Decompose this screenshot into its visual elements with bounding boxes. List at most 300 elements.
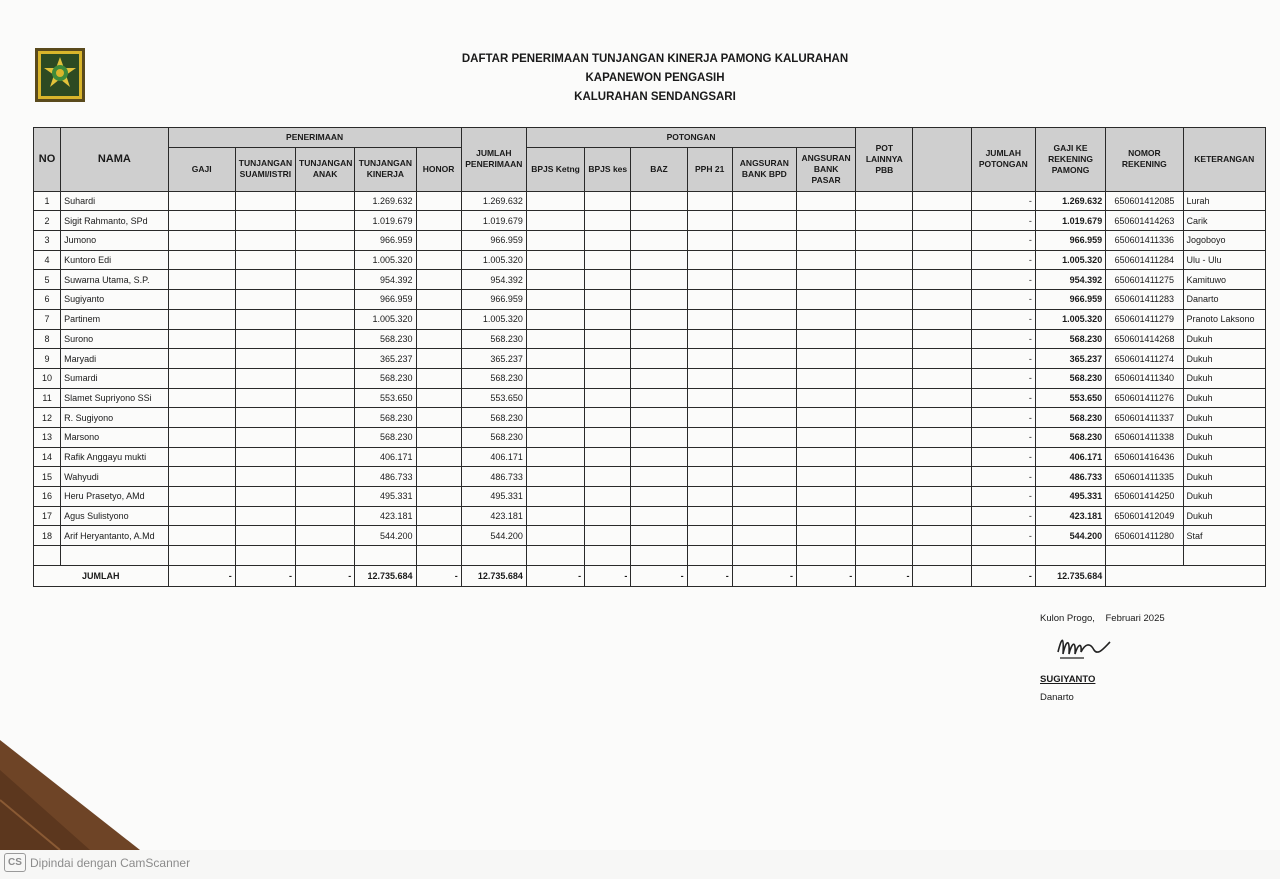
place-date: Kulon Progo, Februari 2025 bbox=[1040, 613, 1165, 624]
cell-jumlah-potongan: - bbox=[971, 368, 1035, 388]
cell-potongan bbox=[631, 290, 687, 310]
cell-gaji-ke-rekening: 495.331 bbox=[1035, 487, 1105, 507]
cell-jumlah-potongan: - bbox=[971, 408, 1035, 428]
cell-pot-lainnya bbox=[856, 349, 913, 369]
cell-potongan bbox=[585, 506, 631, 526]
cell-honor bbox=[416, 270, 461, 290]
cell-potongan bbox=[631, 368, 687, 388]
total-blank bbox=[913, 565, 971, 586]
cell-gaji bbox=[168, 447, 235, 467]
cell-no: 9 bbox=[34, 349, 61, 369]
cell-keterangan: Dukuh bbox=[1183, 329, 1265, 349]
cell-empty bbox=[168, 546, 235, 566]
cell-empty bbox=[687, 546, 732, 566]
cell-tunj-kinerja: 1.269.632 bbox=[355, 191, 416, 211]
cell-tunj-suami bbox=[235, 487, 295, 507]
cell-nama: Maryadi bbox=[61, 349, 168, 369]
cell-blank bbox=[913, 349, 971, 369]
cell-potongan bbox=[631, 408, 687, 428]
header-blank bbox=[913, 128, 971, 192]
cell-tunj-anak bbox=[296, 447, 355, 467]
cell-pot-lainnya bbox=[856, 526, 913, 546]
cell-tunj-kinerja: 568.230 bbox=[355, 427, 416, 447]
cell-jumlah-penerimaan: 954.392 bbox=[461, 270, 526, 290]
cell-nama: Rafik Anggayu mukti bbox=[61, 447, 168, 467]
cell-jumlah-potongan: - bbox=[971, 250, 1035, 270]
scanner-footer bbox=[4, 853, 190, 872]
cell-nama: Sugiyanto bbox=[61, 290, 168, 310]
cell-gaji-ke-rekening: 568.230 bbox=[1035, 368, 1105, 388]
cell-jumlah-penerimaan: 1.019.679 bbox=[461, 211, 526, 231]
cell-gaji bbox=[168, 349, 235, 369]
cell-no: 10 bbox=[34, 368, 61, 388]
cell-blank bbox=[913, 290, 971, 310]
cell-gaji bbox=[168, 427, 235, 447]
scanner-text: Dipindai dengan CamScanner bbox=[30, 855, 191, 870]
cell-jumlah-potongan: - bbox=[971, 506, 1035, 526]
cell-empty bbox=[416, 546, 461, 566]
cell-potongan bbox=[687, 191, 732, 211]
cell-blank bbox=[913, 506, 971, 526]
cell-potongan bbox=[526, 270, 584, 290]
cell-honor bbox=[416, 211, 461, 231]
cell-potongan bbox=[796, 290, 855, 310]
cell-potongan bbox=[796, 467, 855, 487]
total-row bbox=[34, 565, 1266, 586]
cell-gaji bbox=[168, 487, 235, 507]
cell-honor bbox=[416, 250, 461, 270]
cell-potongan bbox=[687, 231, 732, 251]
cell-potongan bbox=[687, 487, 732, 507]
cell-jumlah-potongan: - bbox=[971, 309, 1035, 329]
cell-pot-lainnya bbox=[856, 329, 913, 349]
cell-potongan bbox=[631, 349, 687, 369]
cell-tunj-kinerja: 365.237 bbox=[355, 349, 416, 369]
cell-potongan bbox=[687, 211, 732, 231]
cell-potongan bbox=[526, 191, 584, 211]
cell-gaji-ke-rekening: 544.200 bbox=[1035, 526, 1105, 546]
cell-potongan bbox=[631, 467, 687, 487]
cell-potongan bbox=[526, 447, 584, 467]
cell-empty bbox=[1183, 546, 1265, 566]
cell-blank bbox=[913, 231, 971, 251]
cell-potongan bbox=[526, 349, 584, 369]
cell-potongan bbox=[631, 388, 687, 408]
cell-potongan bbox=[585, 309, 631, 329]
cell-keterangan: Dukuh bbox=[1183, 487, 1265, 507]
cell-potongan bbox=[796, 427, 855, 447]
cell-nomor-rekening: 650601412085 bbox=[1106, 191, 1183, 211]
cell-potongan bbox=[631, 250, 687, 270]
total-kinerja: 12.735.684 bbox=[355, 565, 416, 586]
cell-potongan bbox=[732, 309, 796, 329]
cell-keterangan: Pranoto Laksono bbox=[1183, 309, 1265, 329]
total-bpjs_ketng: - bbox=[526, 565, 584, 586]
cell-jumlah-penerimaan: 1.005.320 bbox=[461, 250, 526, 270]
cell-blank bbox=[913, 191, 971, 211]
header-angsuran-pasar: ANGSURAN BANK PASAR bbox=[796, 147, 855, 191]
cell-jumlah-potongan: - bbox=[971, 329, 1035, 349]
cell-blank bbox=[913, 309, 971, 329]
cell-potongan bbox=[526, 408, 584, 428]
cell-keterangan: Carik bbox=[1183, 211, 1265, 231]
total-gaji: - bbox=[168, 565, 235, 586]
cell-keterangan: Dukuh bbox=[1183, 427, 1265, 447]
cell-gaji bbox=[168, 191, 235, 211]
total-bpd: - bbox=[732, 565, 796, 586]
cell-nomor-rekening: 650601411276 bbox=[1106, 388, 1183, 408]
cell-gaji bbox=[168, 211, 235, 231]
cell-nomor-rekening: 650601411279 bbox=[1106, 309, 1183, 329]
cell-nomor-rekening: 650601411280 bbox=[1106, 526, 1183, 546]
cell-no: 15 bbox=[34, 467, 61, 487]
cell-pot-lainnya bbox=[856, 506, 913, 526]
cell-potongan bbox=[732, 290, 796, 310]
cell-empty bbox=[585, 546, 631, 566]
cell-honor bbox=[416, 290, 461, 310]
cell-potongan bbox=[585, 250, 631, 270]
cell-empty bbox=[296, 546, 355, 566]
cell-honor bbox=[416, 368, 461, 388]
table-row bbox=[34, 467, 1266, 487]
cell-empty bbox=[355, 546, 416, 566]
cell-jumlah-potongan: - bbox=[971, 467, 1035, 487]
cell-potongan bbox=[631, 270, 687, 290]
cell-potongan bbox=[631, 427, 687, 447]
cell-jumlah-potongan: - bbox=[971, 231, 1035, 251]
cell-no: 3 bbox=[34, 231, 61, 251]
cell-gaji-ke-rekening: 568.230 bbox=[1035, 329, 1105, 349]
cell-keterangan: Lurah bbox=[1183, 191, 1265, 211]
cell-tunj-anak bbox=[296, 349, 355, 369]
cell-potongan bbox=[687, 368, 732, 388]
cell-empty bbox=[1106, 546, 1183, 566]
cell-honor bbox=[416, 408, 461, 428]
cell-jumlah-penerimaan: 1.269.632 bbox=[461, 191, 526, 211]
cell-potongan bbox=[631, 506, 687, 526]
header-baz: BAZ bbox=[631, 147, 687, 191]
cell-keterangan: Dukuh bbox=[1183, 368, 1265, 388]
cell-tunj-anak bbox=[296, 211, 355, 231]
cell-tunj-suami bbox=[235, 408, 295, 428]
cell-potongan bbox=[526, 309, 584, 329]
cell-nomor-rekening: 650601414263 bbox=[1106, 211, 1183, 231]
cell-honor bbox=[416, 487, 461, 507]
cell-gaji-ke-rekening: 1.005.320 bbox=[1035, 250, 1105, 270]
cell-potongan bbox=[526, 388, 584, 408]
cell-potongan bbox=[796, 487, 855, 507]
cell-potongan bbox=[585, 487, 631, 507]
cell-empty bbox=[1035, 546, 1105, 566]
cell-gaji-ke-rekening: 568.230 bbox=[1035, 427, 1105, 447]
cell-gaji bbox=[168, 388, 235, 408]
cell-potongan bbox=[526, 231, 584, 251]
table-row bbox=[34, 231, 1266, 251]
cell-pot-lainnya bbox=[856, 191, 913, 211]
cell-no: 14 bbox=[34, 447, 61, 467]
cell-potongan bbox=[732, 408, 796, 428]
cell-honor bbox=[416, 388, 461, 408]
cell-potongan bbox=[687, 250, 732, 270]
header-jumlah-penerimaan: JUMLAH PENERIMAAN bbox=[461, 128, 526, 192]
header-nama: NAMA bbox=[61, 128, 168, 192]
cell-no: 11 bbox=[34, 388, 61, 408]
header-keterangan: KETERANGAN bbox=[1183, 128, 1265, 192]
header-honor: HONOR bbox=[416, 147, 461, 191]
cell-jumlah-potongan: - bbox=[971, 487, 1035, 507]
signature-mark bbox=[1054, 630, 1114, 664]
cell-blank bbox=[913, 388, 971, 408]
cell-empty bbox=[796, 546, 855, 566]
cell-keterangan: Ulu - Ulu bbox=[1183, 250, 1265, 270]
cell-nama: R. Sugiyono bbox=[61, 408, 168, 428]
cell-tunj-suami bbox=[235, 349, 295, 369]
total-jumlah: 12.735.684 bbox=[461, 565, 526, 586]
header-gaji-ke-rekening: GAJI KE REKENING PAMONG bbox=[1035, 128, 1105, 192]
cell-tunj-anak bbox=[296, 309, 355, 329]
cell-jumlah-penerimaan: 966.959 bbox=[461, 290, 526, 310]
cell-potongan bbox=[585, 427, 631, 447]
cell-tunj-anak bbox=[296, 408, 355, 428]
cell-tunj-anak bbox=[296, 388, 355, 408]
cell-jumlah-penerimaan: 406.171 bbox=[461, 447, 526, 467]
cell-gaji bbox=[168, 467, 235, 487]
cell-pot-lainnya bbox=[856, 250, 913, 270]
table-row bbox=[34, 309, 1266, 329]
cell-potongan bbox=[687, 329, 732, 349]
cell-keterangan: Dukuh bbox=[1183, 408, 1265, 428]
emblem-icon bbox=[35, 48, 85, 102]
total-baz: - bbox=[631, 565, 687, 586]
cell-tunj-suami bbox=[235, 427, 295, 447]
cell-potongan bbox=[732, 329, 796, 349]
cell-tunj-anak bbox=[296, 290, 355, 310]
camscanner-icon: CS bbox=[4, 853, 26, 872]
total-honor: - bbox=[416, 565, 461, 586]
cell-tunj-suami bbox=[235, 211, 295, 231]
cell-no: 12 bbox=[34, 408, 61, 428]
cell-pot-lainnya bbox=[856, 427, 913, 447]
cell-jumlah-potongan: - bbox=[971, 290, 1035, 310]
table-row bbox=[34, 211, 1266, 231]
cell-empty bbox=[856, 546, 913, 566]
cell-empty bbox=[732, 546, 796, 566]
cell-potongan bbox=[585, 191, 631, 211]
header-potongan: POTONGAN bbox=[526, 128, 855, 148]
cell-potongan bbox=[687, 447, 732, 467]
cell-tunj-kinerja: 423.181 bbox=[355, 506, 416, 526]
cell-tunj-kinerja: 1.005.320 bbox=[355, 250, 416, 270]
cell-tunj-anak bbox=[296, 526, 355, 546]
cell-tunj-anak bbox=[296, 467, 355, 487]
cell-jumlah-penerimaan: 1.005.320 bbox=[461, 309, 526, 329]
cell-jumlah-potongan: - bbox=[971, 526, 1035, 546]
cell-potongan bbox=[526, 250, 584, 270]
cell-tunj-kinerja: 486.733 bbox=[355, 467, 416, 487]
table-body bbox=[34, 191, 1266, 586]
total-pbb: - bbox=[856, 565, 913, 586]
cell-no: 7 bbox=[34, 309, 61, 329]
cell-jumlah-potongan: - bbox=[971, 427, 1035, 447]
cell-tunj-kinerja: 544.200 bbox=[355, 526, 416, 546]
cell-keterangan: Dukuh bbox=[1183, 467, 1265, 487]
cell-potongan bbox=[585, 349, 631, 369]
cell-potongan bbox=[526, 506, 584, 526]
cell-jumlah-penerimaan: 544.200 bbox=[461, 526, 526, 546]
cell-blank bbox=[913, 427, 971, 447]
cell-gaji-ke-rekening: 966.959 bbox=[1035, 290, 1105, 310]
cell-potongan bbox=[796, 506, 855, 526]
cell-tunj-suami bbox=[235, 250, 295, 270]
header-tunj-anak: TUNJANGAN ANAK bbox=[296, 147, 355, 191]
cell-nomor-rekening: 650601411338 bbox=[1106, 427, 1183, 447]
total-empty bbox=[1106, 565, 1266, 586]
cell-nama: Arif Heryantanto, A.Md bbox=[61, 526, 168, 546]
cell-tunj-kinerja: 568.230 bbox=[355, 368, 416, 388]
cell-no: 6 bbox=[34, 290, 61, 310]
cell-potongan bbox=[631, 231, 687, 251]
cell-tunj-kinerja: 954.392 bbox=[355, 270, 416, 290]
signatory-name: SUGIYANTO bbox=[1040, 674, 1096, 685]
header-angsuran-bpd: ANGSURAN BANK BPD bbox=[732, 147, 796, 191]
cell-no: 17 bbox=[34, 506, 61, 526]
cell-tunj-kinerja: 553.650 bbox=[355, 388, 416, 408]
cell-pot-lainnya bbox=[856, 309, 913, 329]
cell-blank bbox=[913, 368, 971, 388]
header-jumlah-potongan: JUMLAH POTONGAN bbox=[971, 128, 1035, 192]
cell-nomor-rekening: 650601411274 bbox=[1106, 349, 1183, 369]
cell-potongan bbox=[796, 191, 855, 211]
cell-gaji-ke-rekening: 423.181 bbox=[1035, 506, 1105, 526]
cell-gaji bbox=[168, 329, 235, 349]
signatory-position: Danarto bbox=[1040, 692, 1074, 703]
cell-nomor-rekening: 650601411283 bbox=[1106, 290, 1183, 310]
total-jumlah-potongan: - bbox=[971, 565, 1035, 586]
cell-gaji-ke-rekening: 568.230 bbox=[1035, 408, 1105, 428]
cell-tunj-anak bbox=[296, 270, 355, 290]
cell-tunj-kinerja: 1.019.679 bbox=[355, 211, 416, 231]
cell-potongan bbox=[687, 467, 732, 487]
table-row bbox=[34, 408, 1266, 428]
cell-potongan bbox=[732, 388, 796, 408]
cell-gaji bbox=[168, 506, 235, 526]
cell-honor bbox=[416, 349, 461, 369]
cell-potongan bbox=[796, 408, 855, 428]
cell-pot-lainnya bbox=[856, 408, 913, 428]
cell-potongan bbox=[585, 231, 631, 251]
cell-gaji-ke-rekening: 966.959 bbox=[1035, 231, 1105, 251]
cell-tunj-suami bbox=[235, 329, 295, 349]
cell-potongan bbox=[796, 250, 855, 270]
cell-potongan bbox=[687, 349, 732, 369]
cell-pot-lainnya bbox=[856, 211, 913, 231]
title-line-2: KAPANEWON PENGASIH bbox=[585, 72, 725, 84]
cell-potongan bbox=[526, 487, 584, 507]
cell-potongan bbox=[687, 309, 732, 329]
cell-jumlah-penerimaan: 568.230 bbox=[461, 368, 526, 388]
cell-potongan bbox=[732, 211, 796, 231]
table-row bbox=[34, 349, 1266, 369]
cell-potongan bbox=[631, 191, 687, 211]
cell-potongan bbox=[732, 349, 796, 369]
cell-jumlah-potongan: - bbox=[971, 349, 1035, 369]
cell-potongan bbox=[732, 506, 796, 526]
cell-potongan bbox=[732, 191, 796, 211]
table-edge-background bbox=[0, 740, 140, 850]
cell-gaji bbox=[168, 368, 235, 388]
header-bpjs-ketng: BPJS Ketng bbox=[526, 147, 584, 191]
cell-nama: Heru Prasetyo, AMd bbox=[61, 487, 168, 507]
cell-gaji bbox=[168, 408, 235, 428]
cell-gaji bbox=[168, 270, 235, 290]
cell-potongan bbox=[732, 427, 796, 447]
cell-nama: Sigit Rahmanto, SPd bbox=[61, 211, 168, 231]
cell-honor bbox=[416, 427, 461, 447]
cell-blank bbox=[913, 467, 971, 487]
cell-pot-lainnya bbox=[856, 290, 913, 310]
cell-potongan bbox=[585, 408, 631, 428]
table-row bbox=[34, 191, 1266, 211]
cell-nama: Suwarna Utama, S.P. bbox=[61, 270, 168, 290]
cell-tunj-anak bbox=[296, 506, 355, 526]
cell-keterangan: Danarto bbox=[1183, 290, 1265, 310]
cell-jumlah-penerimaan: 486.733 bbox=[461, 467, 526, 487]
header-pph21: PPH 21 bbox=[687, 147, 732, 191]
cell-tunj-suami bbox=[235, 506, 295, 526]
cell-no: 5 bbox=[34, 270, 61, 290]
cell-no: 16 bbox=[34, 487, 61, 507]
cell-pot-lainnya bbox=[856, 231, 913, 251]
title-line-3: KALURAHAN SENDANGSARI bbox=[574, 91, 736, 103]
cell-potongan bbox=[796, 329, 855, 349]
table-row bbox=[34, 427, 1266, 447]
cell-potongan bbox=[687, 290, 732, 310]
cell-tunj-kinerja: 966.959 bbox=[355, 231, 416, 251]
cell-potongan bbox=[732, 487, 796, 507]
cell-gaji bbox=[168, 290, 235, 310]
total-pph21: - bbox=[687, 565, 732, 586]
cell-potongan bbox=[687, 408, 732, 428]
cell-pot-lainnya bbox=[856, 487, 913, 507]
cell-honor bbox=[416, 467, 461, 487]
cell-pot-lainnya bbox=[856, 447, 913, 467]
cell-potongan bbox=[687, 388, 732, 408]
cell-keterangan: Dukuh bbox=[1183, 349, 1265, 369]
cell-blank bbox=[913, 408, 971, 428]
cell-tunj-kinerja: 568.230 bbox=[355, 329, 416, 349]
cell-potongan bbox=[585, 526, 631, 546]
cell-honor bbox=[416, 506, 461, 526]
cell-potongan bbox=[585, 447, 631, 467]
cell-potongan bbox=[732, 231, 796, 251]
cell-potongan bbox=[631, 329, 687, 349]
allowance-table bbox=[33, 127, 1266, 587]
cell-potongan bbox=[732, 250, 796, 270]
cell-potongan bbox=[526, 368, 584, 388]
cell-potongan bbox=[585, 467, 631, 487]
cell-empty bbox=[34, 546, 61, 566]
cell-nama: Kuntoro Edi bbox=[61, 250, 168, 270]
cell-tunj-suami bbox=[235, 290, 295, 310]
cell-potongan bbox=[796, 388, 855, 408]
cell-nama: Marsono bbox=[61, 427, 168, 447]
cell-tunj-suami bbox=[235, 231, 295, 251]
cell-blank bbox=[913, 250, 971, 270]
cell-potongan bbox=[732, 270, 796, 290]
header-tunj-suami: TUNJANGAN SUAMI/ISTRI bbox=[235, 147, 295, 191]
header-pot-lainnya: POT LAINNYA PBB bbox=[856, 128, 913, 192]
cell-jumlah-penerimaan: 495.331 bbox=[461, 487, 526, 507]
